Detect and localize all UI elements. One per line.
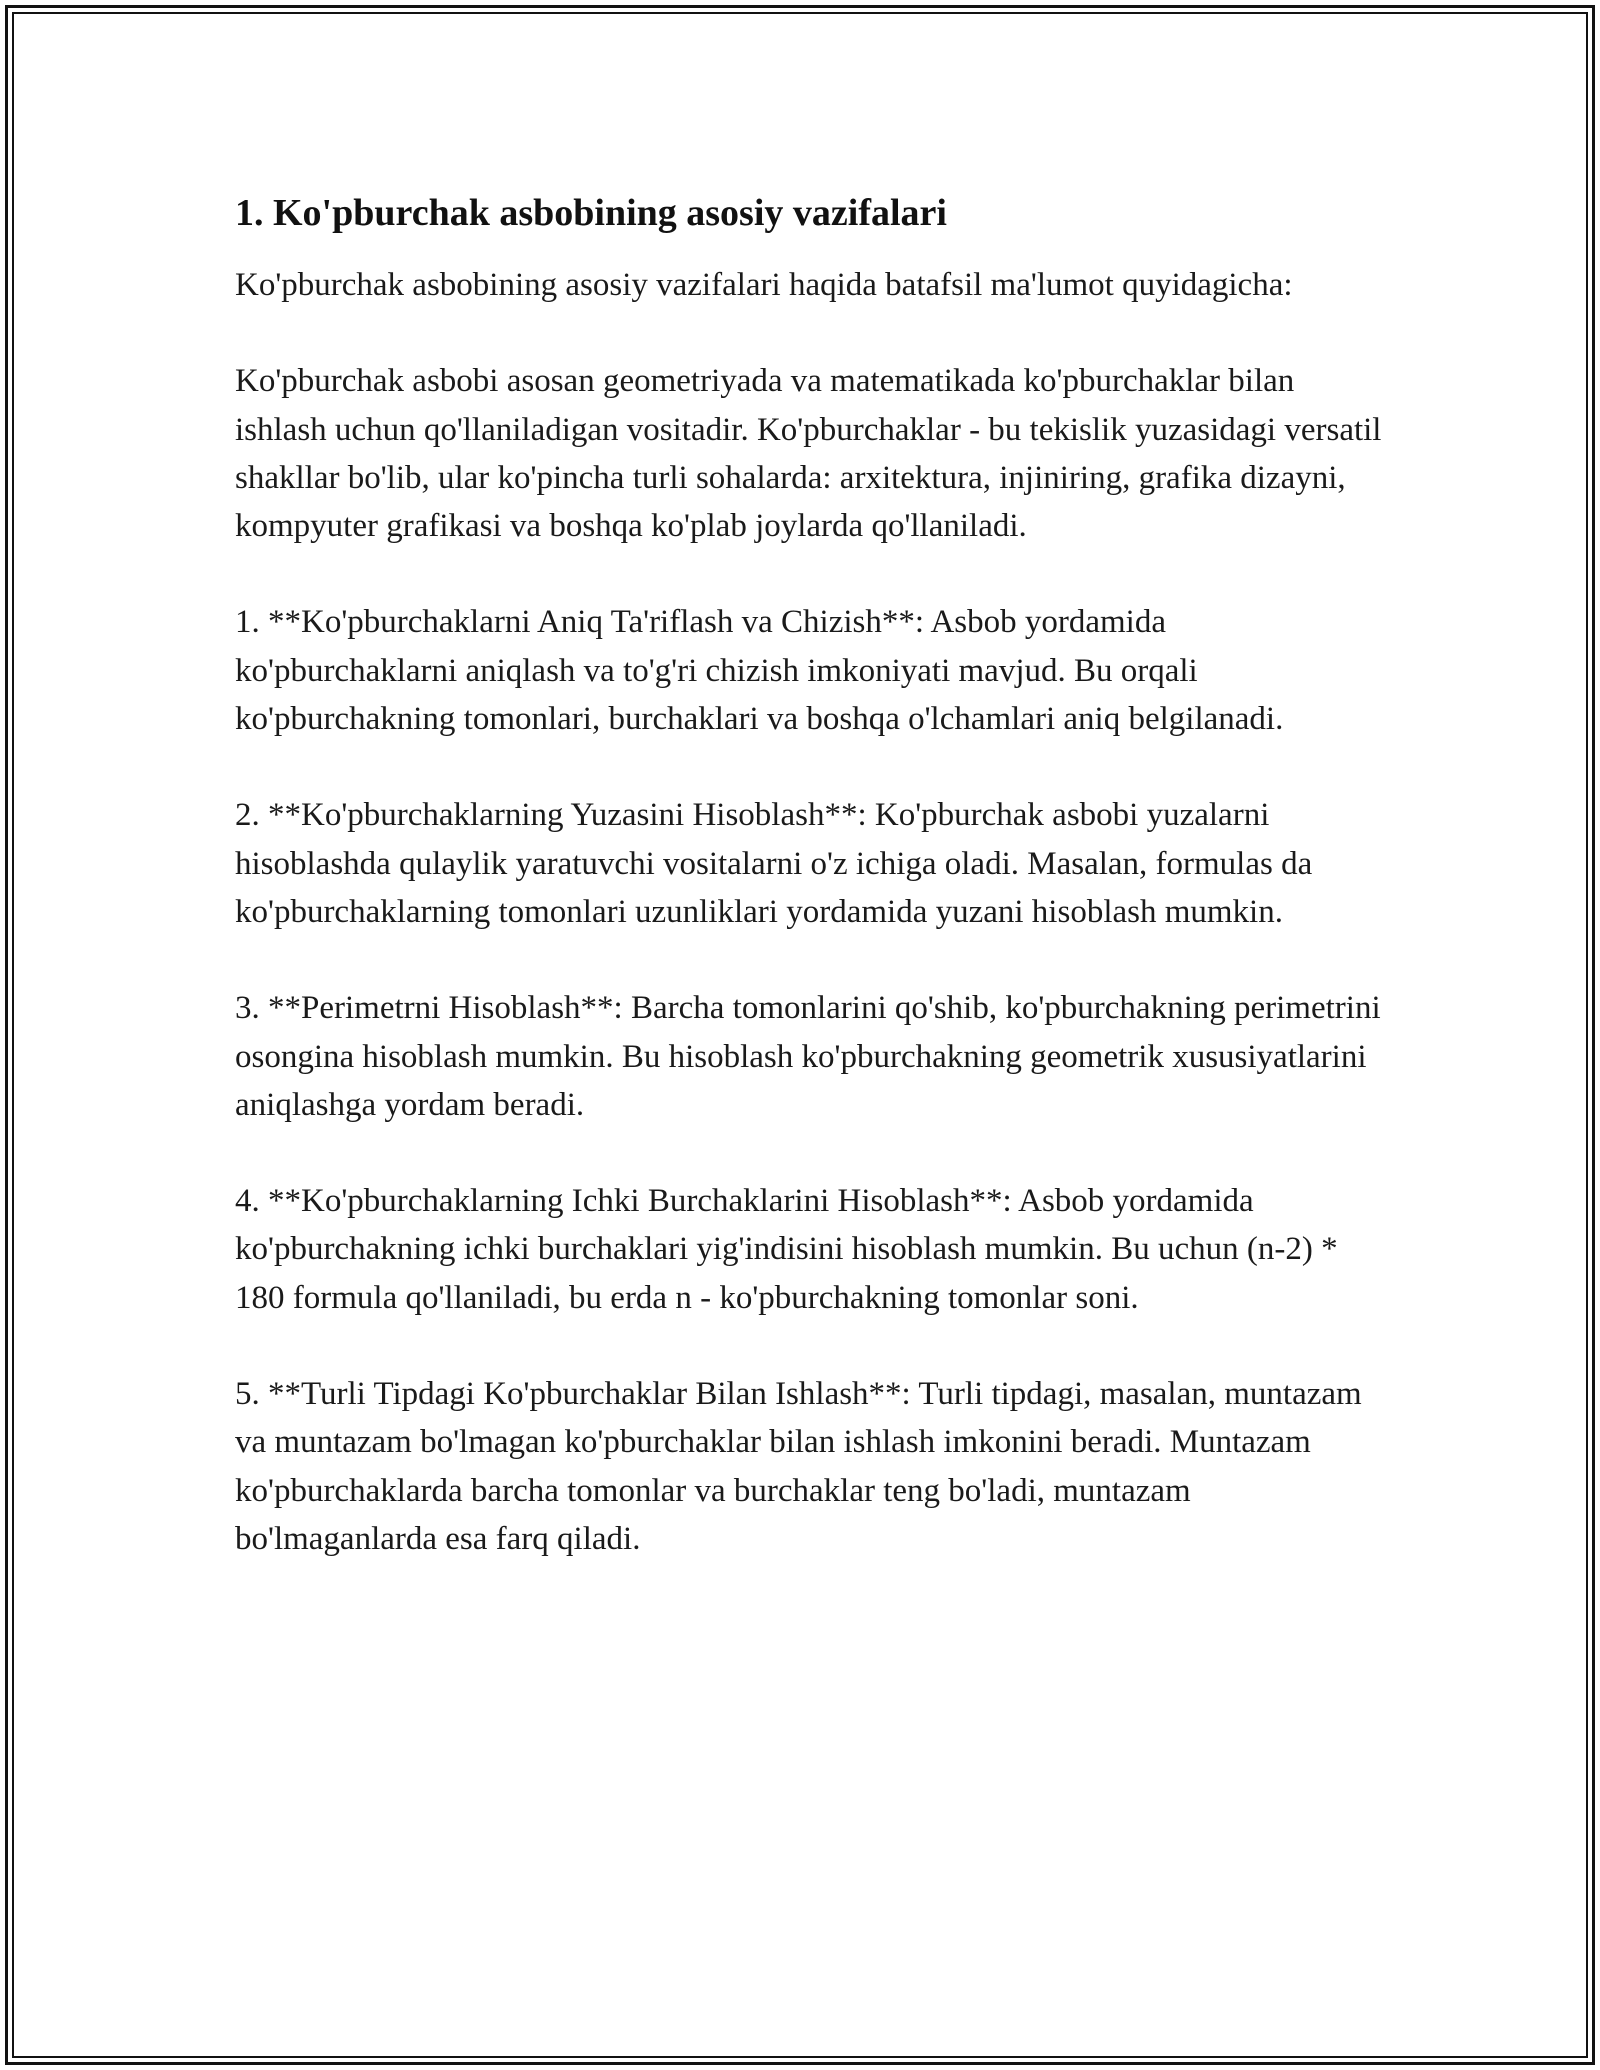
list-item-4: 4. **Ko'pburchaklarning Ichki Burchaklarini Hisoblash**: Asbob yordamida ko'pburchakning ichki burchaklari yig'indisini hisoblash mumkin. Bu uchun (n-2) * 180 formula qo'llaniladi, bu erda n - ko'pburchakning tomonlar soni. (235, 1183, 1338, 1316)
document-body (235, 187, 1385, 1611)
list-item-3: 3. **Perimetrni Hisoblash**: Barcha tomonlarini qo'shib, ko'pburchakning perimetrini osongina hisoblash mumkin. Bu hisoblash ko'pburchakning geometrik xususiyatlarini aniqlashga yordam beradi. (235, 990, 1381, 1123)
list-item-1: 1. **Ko'pburchaklarni Aniq Ta'riflash va Chizish**: Asbob yordamida ko'pburchaklarni aniqlash va to'g'ri chizish imkoniyati mavjud. Bu orqali ko'pburchakning tomonlari, burchaklari va boshqa o'lchamlari aniq belgilanadi. (235, 604, 1284, 738)
list-item-5: 5. **Turli Tipdagi Ko'pburchaklar Bilan Ishlash**: Turli tipdagi, masalan, muntazam va muntazam bo'lmagan ko'pburchaklar bilan ishlash imkonini beradi. Muntazam ko'pburchaklarda barcha tomonlar va burchaklar teng bo'ladi, muntazam bo'lmaganlarda esa farq qiladi. (235, 1376, 1362, 1557)
intro-paragraph: Ko'pburchak asbobining asosiy vazifalari haqida batafsil ma'lumot quyidagicha: (235, 267, 1293, 303)
document-title: 1. Ko'pburchak asbobining asosiy vazifalari (235, 192, 947, 234)
list-item-2: 2. **Ko'pburchaklarning Yuzasini Hisoblash**: Ko'pburchak asbobi yuzalarni hisoblashda qulaylik yaratuvchi vositalarni o'z ichiga oladi. Masalan, formulas da ko'pburchaklarning tomonlari uzunliklari yordamida yuzani hisoblash mumkin. (235, 797, 1313, 930)
overview-paragraph: Ko'pburchak asbobi asosan geometriyada va matematikada ko'pburchaklar bilan ishlash uchun qo'llaniladigan vositadir. Ko'pburchaklar - bu tekislik yuzasidagi versatil shakllar bo'lib, ular ko'pincha turli sohalarda: arxitektura, injiniring, grafika dizayni, kompyuter grafikasi va boshqa ko'plab joylarda qo'llaniladi. (235, 363, 1382, 545)
